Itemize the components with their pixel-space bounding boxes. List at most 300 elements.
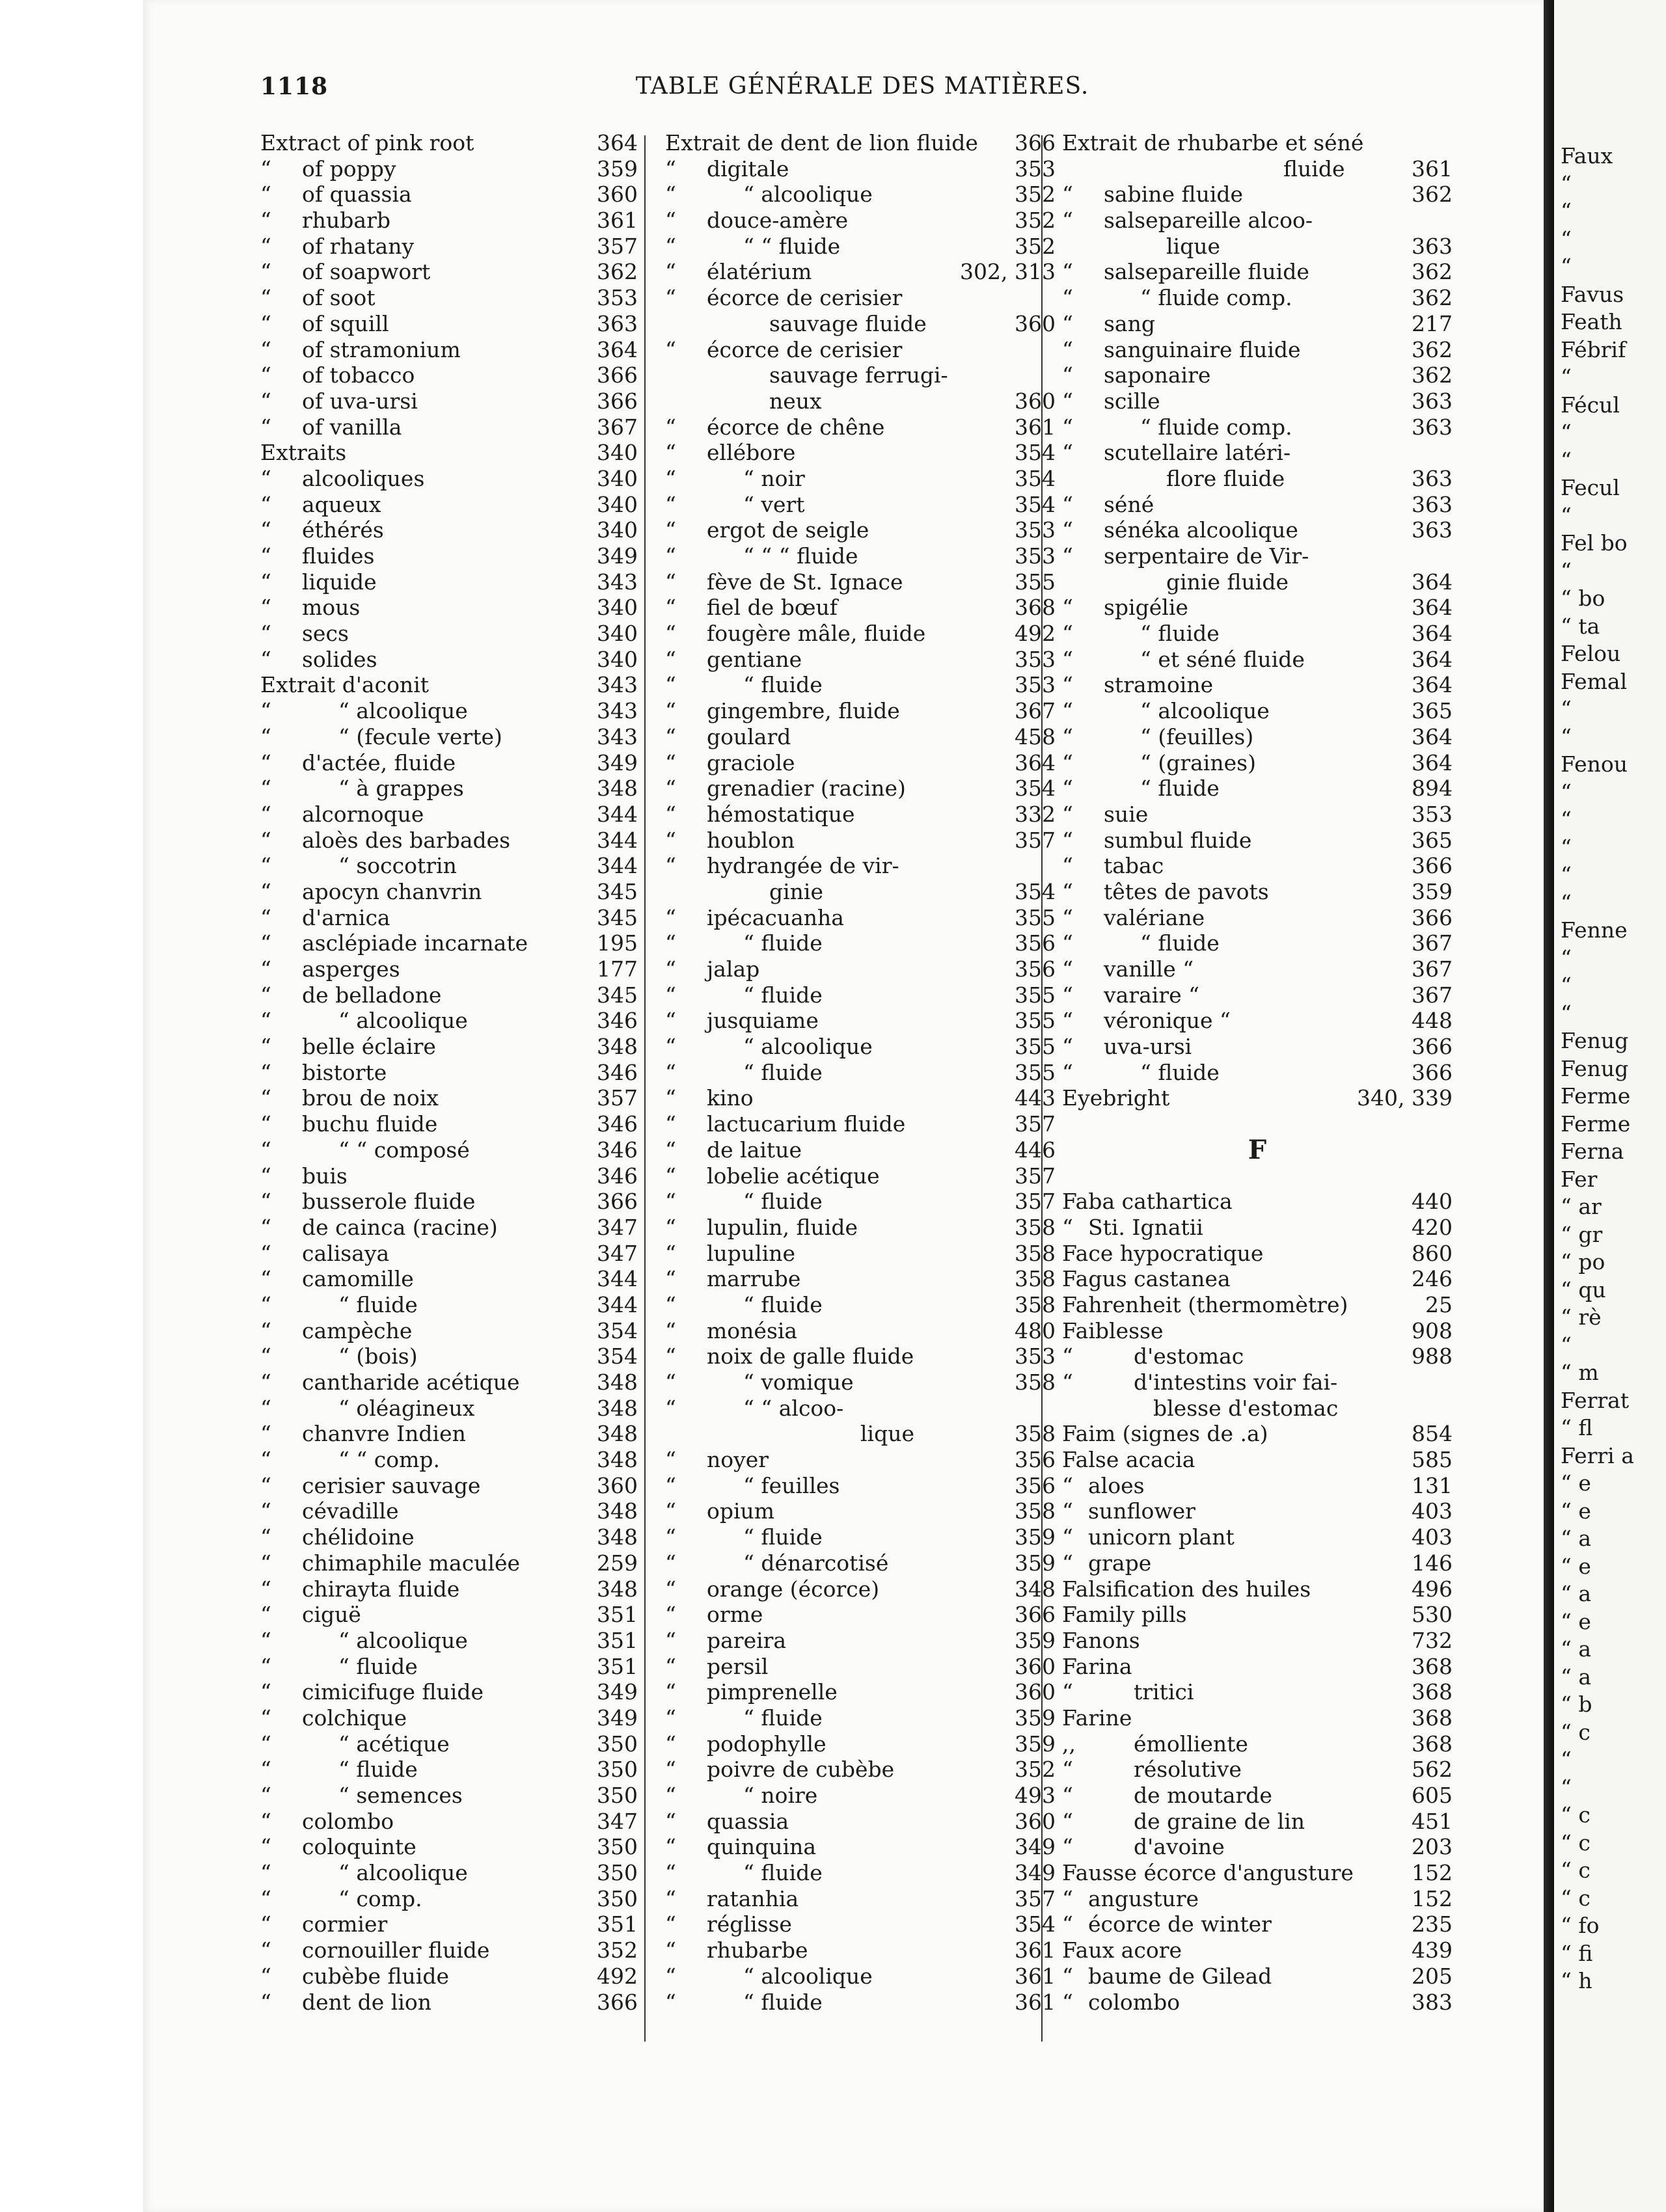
entry-label: opium bbox=[707, 1498, 775, 1524]
facing-page-fragment: Ferme bbox=[1561, 1111, 1631, 1137]
page-reference: 349 bbox=[1015, 1860, 1056, 1886]
entry-label: “ fluide bbox=[743, 1291, 823, 1317]
entry-label: cévadille bbox=[302, 1498, 399, 1524]
entry-label: aqueux bbox=[302, 491, 381, 517]
page-reference: 363 bbox=[1412, 491, 1453, 517]
index-entry bbox=[1062, 1809, 1453, 1835]
index-entry bbox=[260, 1628, 638, 1654]
ditto-mark: “ bbox=[1062, 1885, 1073, 1911]
page-reference: 346 bbox=[597, 1059, 638, 1085]
entry-label: campèche bbox=[302, 1317, 413, 1343]
ditto-mark: “ bbox=[665, 827, 676, 853]
page-reference: 359 bbox=[1015, 1705, 1056, 1731]
facing-page-fragment: Felou bbox=[1561, 641, 1621, 666]
facing-page-fragment: “ bbox=[1561, 170, 1572, 196]
index-entry bbox=[260, 982, 638, 1008]
facing-page-fragment: “ bo bbox=[1561, 586, 1605, 611]
ditto-mark: “ bbox=[260, 1808, 271, 1834]
facing-page-fragment: “ bbox=[1561, 1332, 1572, 1358]
page-reference: 360 bbox=[597, 182, 638, 208]
index-entry bbox=[260, 1473, 638, 1499]
facing-page-fragment: “ bbox=[1561, 420, 1572, 445]
ditto-mark: “ bbox=[260, 233, 271, 259]
ditto-mark: “ bbox=[260, 491, 271, 517]
page-reference: 354 bbox=[1015, 878, 1056, 904]
entry-label: Fahrenheit (thermomètre) bbox=[1062, 1291, 1348, 1317]
index-entry bbox=[260, 1679, 638, 1705]
entry-label: goulard bbox=[707, 723, 791, 749]
page-reference: 493 bbox=[1015, 1783, 1056, 1808]
facing-page-fragment: “ qu bbox=[1561, 1276, 1606, 1302]
index-entry bbox=[665, 1085, 1056, 1111]
page-reference: 152 bbox=[1412, 1885, 1453, 1911]
page-reference: 362 bbox=[1412, 336, 1453, 362]
page-reference: 361 bbox=[1015, 1937, 1056, 1963]
index-entry bbox=[665, 853, 1056, 879]
page-reference: 403 bbox=[1412, 1524, 1453, 1550]
index-entry bbox=[260, 466, 638, 492]
page-reference: 403 bbox=[1412, 1498, 1453, 1524]
page-reference: 353 bbox=[1015, 517, 1056, 543]
index-entry bbox=[260, 1137, 638, 1163]
index-entry bbox=[1062, 1834, 1453, 1860]
index-entry bbox=[1062, 156, 1453, 182]
page-reference: 361 bbox=[1015, 1989, 1056, 2015]
ditto-mark: “ bbox=[1062, 982, 1073, 1008]
entry-label: “ “ comp. bbox=[338, 1447, 440, 1473]
facing-page-fragment: “ bbox=[1561, 254, 1572, 279]
index-entry bbox=[1062, 956, 1453, 982]
ditto-mark: “ bbox=[1062, 956, 1073, 982]
index-entry bbox=[665, 672, 1056, 698]
index-entry bbox=[260, 285, 638, 311]
ditto-mark: “ bbox=[260, 621, 271, 647]
index-entry bbox=[1062, 776, 1453, 802]
entry-label: cubèbe fluide bbox=[302, 1963, 450, 1989]
page-reference: 340 bbox=[597, 517, 638, 543]
facing-page-fragment: Faux bbox=[1561, 143, 1613, 169]
page-reference: 357 bbox=[1015, 1189, 1056, 1215]
entry-label: sabine fluide bbox=[1104, 182, 1244, 208]
ditto-mark: “ bbox=[260, 1524, 271, 1550]
index-entry bbox=[665, 1266, 1056, 1292]
index-entry bbox=[260, 1860, 638, 1886]
entry-label: pimprenelle bbox=[707, 1679, 838, 1705]
entry-label: saponaire bbox=[1104, 362, 1211, 388]
facing-page-fragment: “ bbox=[1561, 1747, 1572, 1772]
ditto-mark: “ bbox=[665, 336, 676, 362]
page-reference: 340, 339 bbox=[1357, 1085, 1453, 1111]
index-entry bbox=[665, 440, 1056, 466]
entry-label: quassia bbox=[707, 1808, 789, 1834]
entry-label: of vanilla bbox=[302, 414, 402, 440]
entry-label: Extrait de dent de lion fluide bbox=[665, 130, 978, 155]
page-reference: 351 bbox=[597, 1911, 638, 1937]
entry-label: of poppy bbox=[302, 155, 396, 182]
page-reference: 348 bbox=[597, 1524, 638, 1550]
page-reference: 360 bbox=[1015, 1679, 1056, 1705]
entry-label: Faiblesse bbox=[1062, 1317, 1164, 1343]
page-reference: 359 bbox=[1412, 878, 1453, 904]
facing-page-fragment: Favus bbox=[1561, 281, 1624, 307]
facing-page-fragment: “ bbox=[1561, 889, 1572, 915]
index-entry bbox=[665, 517, 1056, 543]
page-reference: 355 bbox=[1015, 569, 1056, 595]
entry-label: colombo bbox=[1088, 1989, 1181, 2015]
page-reference: 354 bbox=[1015, 491, 1056, 517]
index-entry bbox=[1062, 1163, 1453, 1189]
entry-label: sauvage ferrugi- bbox=[769, 362, 948, 388]
ditto-mark: “ bbox=[665, 672, 676, 698]
index-entry bbox=[665, 1834, 1056, 1860]
ditto-mark: “ bbox=[260, 956, 271, 982]
page-reference: 357 bbox=[597, 1085, 638, 1111]
ditto-mark: “ bbox=[665, 259, 676, 285]
entry-label: séné bbox=[1104, 491, 1154, 517]
page-reference: 366 bbox=[1412, 904, 1453, 930]
index-entry bbox=[260, 853, 638, 879]
ditto-mark: “ bbox=[1062, 1498, 1073, 1524]
index-entry bbox=[260, 1834, 638, 1860]
facing-page-fragment: “ c bbox=[1561, 1885, 1591, 1911]
index-entry bbox=[260, 1241, 638, 1267]
ditto-mark: “ bbox=[260, 285, 271, 311]
index-entry bbox=[1062, 1447, 1453, 1473]
index-entry bbox=[665, 388, 1056, 414]
index-entry bbox=[665, 698, 1056, 724]
ditto-mark: “ bbox=[1062, 1369, 1073, 1395]
entry-label: “ (feuilles) bbox=[1140, 723, 1254, 749]
index-entry bbox=[260, 1576, 638, 1602]
index-entry bbox=[1062, 1963, 1453, 1989]
ditto-mark: “ bbox=[260, 1989, 271, 2015]
entry-label: “ fluide bbox=[743, 672, 823, 698]
entry-label: de moutarde bbox=[1134, 1783, 1272, 1808]
index-entry bbox=[665, 1654, 1056, 1680]
page-reference: 340 bbox=[597, 646, 638, 672]
entry-label: “ à grappes bbox=[338, 776, 464, 802]
page-reference: 351 bbox=[597, 1627, 638, 1653]
entry-label: “ fluide bbox=[743, 982, 823, 1008]
ditto-mark: “ bbox=[665, 1189, 676, 1215]
entry-label: “ fluide bbox=[743, 1059, 823, 1085]
page-reference: 343 bbox=[597, 672, 638, 698]
index-entry bbox=[665, 1809, 1056, 1835]
ditto-mark: “ bbox=[1062, 1214, 1073, 1240]
ditto-mark: “ bbox=[1062, 1989, 1073, 2015]
index-entry bbox=[665, 1163, 1056, 1189]
entry-label: Fanons bbox=[1062, 1627, 1140, 1653]
page-reference: 353 bbox=[1015, 155, 1056, 182]
page-reference: 351 bbox=[597, 1602, 638, 1628]
page-reference: 367 bbox=[1015, 698, 1056, 724]
facing-page-fragment: “ bbox=[1561, 447, 1572, 473]
page-reference: 345 bbox=[597, 982, 638, 1008]
facing-page-fragment: “ bbox=[1561, 696, 1572, 722]
ditto-mark: “ bbox=[1062, 1550, 1073, 1576]
index-entry bbox=[1062, 698, 1453, 724]
page-reference: 367 bbox=[1412, 982, 1453, 1008]
ditto-mark: “ bbox=[1062, 672, 1073, 698]
entry-label: “ vert bbox=[743, 491, 805, 517]
index-entry bbox=[260, 802, 638, 828]
page-reference: 366 bbox=[597, 362, 638, 388]
facing-page-fragment: “ bbox=[1561, 226, 1572, 252]
ditto-mark: “ bbox=[665, 1576, 676, 1602]
ditto-mark: “ bbox=[665, 723, 676, 749]
entry-label: pareira bbox=[707, 1627, 787, 1653]
entry-label: “ fluide bbox=[743, 1524, 823, 1550]
page-reference: 340 bbox=[597, 465, 638, 491]
ditto-mark: “ bbox=[260, 336, 271, 362]
page-reference: 348 bbox=[597, 1395, 638, 1421]
ditto-mark: “ bbox=[665, 1731, 676, 1757]
entry-label: camomille bbox=[302, 1266, 414, 1292]
index-entry bbox=[1062, 1705, 1453, 1731]
index-entry bbox=[665, 647, 1056, 673]
ditto-mark: “ bbox=[260, 1705, 271, 1731]
page-reference: 355 bbox=[1015, 1008, 1056, 1034]
entry-label: lique bbox=[1166, 233, 1221, 259]
page-reference: 360 bbox=[1015, 1808, 1056, 1834]
index-entry bbox=[1062, 982, 1453, 1008]
index-entry bbox=[665, 802, 1056, 828]
page-reference: 480 bbox=[1015, 1317, 1056, 1343]
page-reference: 439 bbox=[1412, 1937, 1453, 1963]
page-reference: 364 bbox=[1412, 672, 1453, 698]
entry-label: monésia bbox=[707, 1317, 798, 1343]
ditto-mark: “ bbox=[665, 1808, 676, 1834]
ditto-mark: “ bbox=[665, 1911, 676, 1937]
entry-label: fluides bbox=[302, 543, 375, 569]
facing-page-fragment: Ferri a bbox=[1561, 1442, 1634, 1468]
entry-label: “ alcoolique bbox=[743, 1034, 873, 1060]
page-reference: 364 bbox=[597, 130, 638, 155]
page-reference: 492 bbox=[1015, 621, 1056, 647]
ditto-mark: “ bbox=[1062, 1679, 1073, 1705]
index-entry bbox=[1062, 1292, 1453, 1318]
page-reference: 364 bbox=[1412, 646, 1453, 672]
ditto-mark: “ bbox=[665, 1137, 676, 1163]
entry-label: False acacia bbox=[1062, 1447, 1195, 1473]
index-entry bbox=[260, 1524, 638, 1550]
facing-page-fragment: “ fo bbox=[1561, 1913, 1600, 1938]
facing-page-fragment: Femal bbox=[1561, 668, 1628, 694]
ditto-mark: “ bbox=[260, 182, 271, 208]
entry-label: busserole fluide bbox=[302, 1189, 476, 1215]
page-reference: 366 bbox=[597, 1189, 638, 1215]
entry-label: neux bbox=[769, 388, 822, 414]
entry-label: aloès des barbades bbox=[302, 827, 511, 853]
entry-label: baume de Gilead bbox=[1088, 1963, 1272, 1989]
facing-page-fragment: Ferna bbox=[1561, 1139, 1624, 1164]
page-reference: 364 bbox=[1015, 749, 1056, 776]
book-gutter bbox=[1544, 0, 1554, 2212]
entry-label: têtes de pavots bbox=[1104, 878, 1269, 904]
ditto-mark: “ bbox=[260, 878, 271, 904]
ditto-mark: “ bbox=[260, 1653, 271, 1679]
ditto-mark: “ bbox=[1062, 749, 1073, 776]
entry-label: grenadier (racine) bbox=[707, 776, 906, 802]
entry-label: angusture bbox=[1088, 1885, 1199, 1911]
entry-label: sénéka alcoolique bbox=[1104, 517, 1298, 543]
index-entry bbox=[665, 569, 1056, 595]
ditto-mark: “ bbox=[665, 233, 676, 259]
index-entry bbox=[1062, 1654, 1453, 1680]
entry-label: rhubarb bbox=[302, 208, 390, 234]
index-entry bbox=[260, 440, 638, 466]
entry-label: “ “ alcoo- bbox=[743, 1395, 844, 1421]
entry-label: of quassia bbox=[302, 182, 412, 208]
entry-label: uva-ursi bbox=[1104, 1034, 1192, 1060]
entry-label: “ fluide bbox=[1140, 621, 1220, 647]
ditto-mark: “ bbox=[1062, 310, 1073, 336]
index-entry bbox=[1062, 802, 1453, 828]
page-reference: 340 bbox=[597, 595, 638, 621]
index-entry bbox=[1062, 1860, 1453, 1886]
index-entry bbox=[1062, 724, 1453, 750]
index-entry bbox=[1062, 234, 1453, 260]
entry-label: noyer bbox=[707, 1447, 769, 1473]
page-reference: 368 bbox=[1412, 1653, 1453, 1679]
index-entry bbox=[665, 1060, 1056, 1086]
index-entry bbox=[665, 982, 1056, 1008]
entry-label: grape bbox=[1088, 1550, 1152, 1576]
ditto-mark: “ bbox=[665, 930, 676, 956]
index-entry bbox=[665, 1369, 1056, 1396]
facing-page-fragment: “ bbox=[1561, 502, 1572, 528]
page-reference: 354 bbox=[597, 1317, 638, 1343]
entry-label: sanguinaire fluide bbox=[1104, 336, 1301, 362]
entry-label: Eyebright bbox=[1062, 1085, 1170, 1111]
page-reference: 349 bbox=[597, 1705, 638, 1731]
ditto-mark: “ bbox=[665, 621, 676, 647]
facing-page-fragment: “ bbox=[1561, 723, 1572, 749]
ditto-mark: “ bbox=[260, 259, 271, 285]
index-entry bbox=[665, 414, 1056, 440]
ditto-mark: “ bbox=[260, 1317, 271, 1343]
entry-label: secs bbox=[302, 621, 349, 647]
index-entry bbox=[665, 234, 1056, 260]
index-entry bbox=[1062, 259, 1453, 285]
page-reference: 364 bbox=[1412, 723, 1453, 749]
page-reference: 358 bbox=[1015, 1266, 1056, 1292]
page-reference: 358 bbox=[1015, 1240, 1056, 1266]
entry-label: “ alcoolique bbox=[338, 1860, 468, 1886]
entry-label: lupulin, fluide bbox=[707, 1214, 858, 1240]
ditto-mark: “ bbox=[1062, 259, 1073, 285]
facing-page-fragment: Fenou bbox=[1561, 751, 1628, 777]
page-reference: 344 bbox=[597, 801, 638, 827]
entry-label: “ alcoolique bbox=[338, 1627, 468, 1653]
entry-label: Fausse écorce d'angusture bbox=[1062, 1860, 1354, 1886]
entry-label: Fagus castanea bbox=[1062, 1266, 1231, 1292]
column-divider bbox=[644, 135, 646, 2042]
ditto-mark: “ bbox=[1062, 1963, 1073, 1989]
entry-label: spigélie bbox=[1104, 595, 1188, 621]
entry-label: marrube bbox=[707, 1266, 801, 1292]
page-reference: 354 bbox=[1015, 465, 1056, 491]
page-reference: 366 bbox=[1015, 1602, 1056, 1628]
facing-page-fragment: “ bbox=[1561, 364, 1572, 390]
page-reference: 908 bbox=[1412, 1317, 1453, 1343]
ditto-mark: “ bbox=[1062, 491, 1073, 517]
page-reference: 146 bbox=[1412, 1550, 1453, 1576]
page-reference: 354 bbox=[1015, 776, 1056, 802]
index-entry bbox=[260, 1911, 638, 1937]
entry-label: d'estomac bbox=[1134, 1343, 1244, 1369]
ditto-mark: “ bbox=[1062, 1808, 1073, 1834]
index-entry bbox=[1062, 311, 1453, 337]
index-entry bbox=[1062, 1679, 1453, 1705]
entry-label: suie bbox=[1104, 801, 1149, 827]
index-entry bbox=[665, 1421, 1056, 1447]
ditto-mark: “ bbox=[260, 1679, 271, 1705]
page-reference: 359 bbox=[1015, 1550, 1056, 1576]
page-reference: 343 bbox=[597, 698, 638, 724]
page-reference: 894 bbox=[1412, 776, 1453, 802]
page-reference: 357 bbox=[1015, 1111, 1056, 1137]
entry-label: colombo bbox=[302, 1808, 394, 1834]
ditto-mark: “ bbox=[1062, 1008, 1073, 1034]
index-entry bbox=[260, 879, 638, 905]
page-reference: 349 bbox=[597, 1679, 638, 1705]
facing-page-fragment: “ bbox=[1561, 1774, 1572, 1800]
page-reference: 345 bbox=[597, 904, 638, 930]
ditto-mark: “ bbox=[260, 1447, 271, 1473]
index-entry bbox=[260, 1886, 638, 1912]
ditto-mark: “ bbox=[260, 595, 271, 621]
page-reference: 585 bbox=[1412, 1447, 1453, 1473]
page-reference: 346 bbox=[597, 1137, 638, 1163]
entry-label: Extrait de rhubarbe et séné bbox=[1062, 130, 1364, 155]
index-entry bbox=[665, 259, 1056, 285]
index-entry bbox=[1062, 1628, 1453, 1654]
ditto-mark: “ bbox=[260, 1834, 271, 1860]
ditto-mark: “ bbox=[260, 1059, 271, 1085]
ditto-mark: “ bbox=[260, 646, 271, 672]
entry-label: d'arnica bbox=[302, 904, 390, 930]
page-reference: 360 bbox=[1015, 1653, 1056, 1679]
entry-label: ipécacuanha bbox=[707, 904, 844, 930]
page-reference: 362 bbox=[1412, 182, 1453, 208]
entry-label: blesse d'estomac bbox=[1153, 1395, 1339, 1421]
index-entry bbox=[260, 388, 638, 414]
page-reference: 366 bbox=[1412, 1034, 1453, 1060]
entry-label: cerisier sauvage bbox=[302, 1472, 481, 1498]
page-reference: 350 bbox=[597, 1860, 638, 1886]
index-entry bbox=[260, 1034, 638, 1060]
index-entry bbox=[1062, 1008, 1453, 1034]
index-entry bbox=[260, 156, 638, 182]
entry-label: cornouiller fluide bbox=[302, 1937, 490, 1963]
ditto-mark: “ bbox=[665, 1679, 676, 1705]
page-reference: 368 bbox=[1412, 1731, 1453, 1757]
index-entry bbox=[665, 1937, 1056, 1963]
page-reference: 345 bbox=[597, 878, 638, 904]
index-entry bbox=[665, 130, 1056, 156]
facing-page-fragment: Fenug bbox=[1561, 1028, 1629, 1053]
index-entry bbox=[1062, 1085, 1453, 1111]
index-entry bbox=[1062, 130, 1453, 156]
index-entry bbox=[260, 1266, 638, 1292]
entry-label: écorce de cerisier bbox=[707, 336, 903, 362]
page-reference: 357 bbox=[597, 233, 638, 259]
page-reference: 347 bbox=[597, 1214, 638, 1240]
entry-label: résolutive bbox=[1134, 1757, 1242, 1783]
entry-label: ginie bbox=[769, 878, 824, 904]
index-entry bbox=[260, 1550, 638, 1576]
